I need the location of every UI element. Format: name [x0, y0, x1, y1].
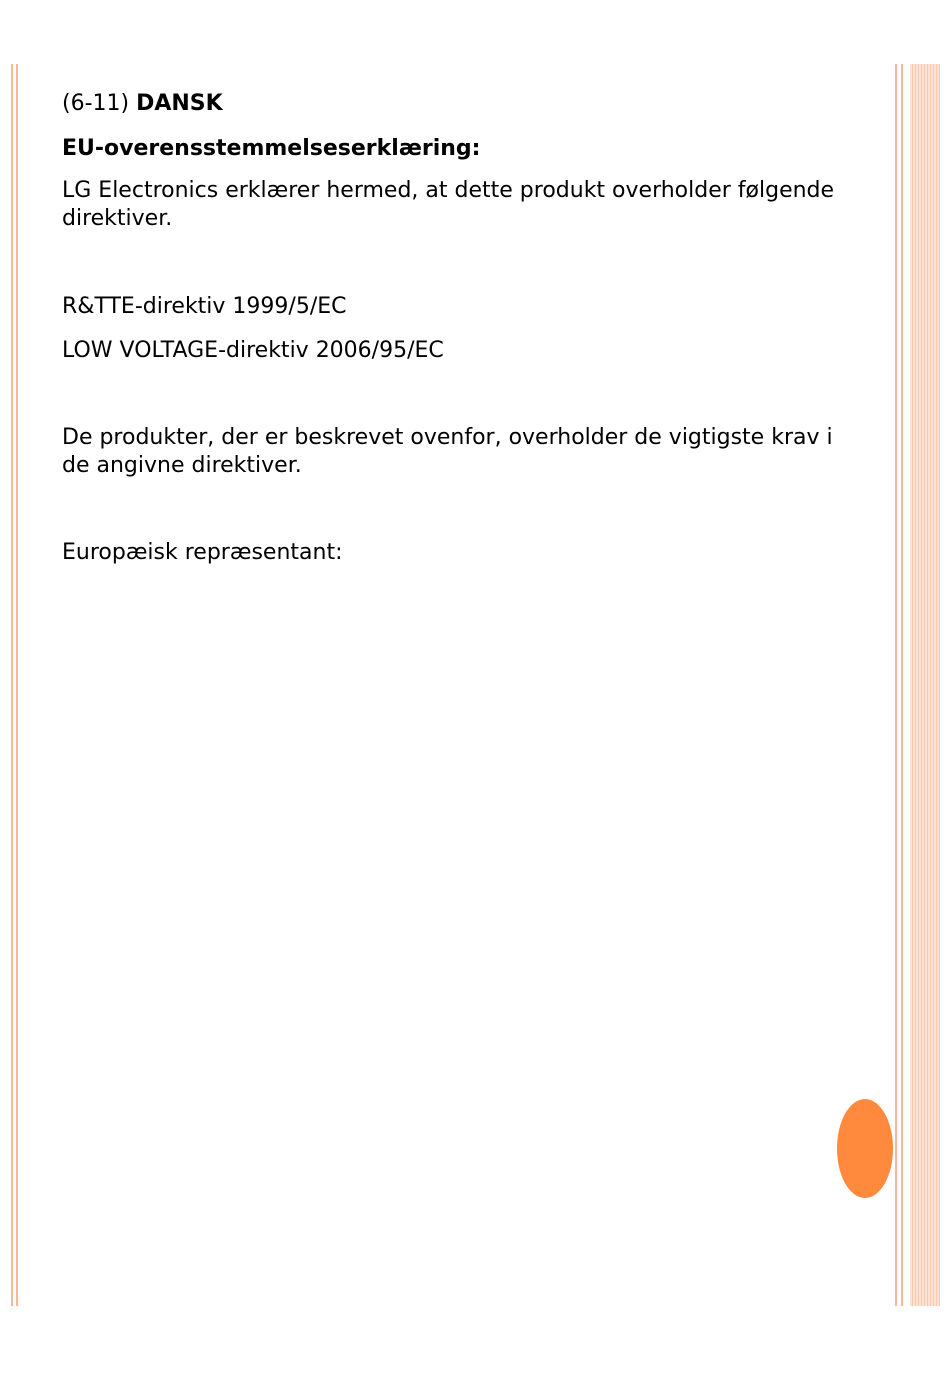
section-number: (6-11): [62, 91, 130, 116]
right-decorative-border: [895, 64, 940, 1306]
left-border-line: [11, 64, 13, 1306]
left-decorative-border: [11, 64, 19, 1306]
directive-item: LOW VOLTAGE-direktiv 2006/95/EC: [62, 338, 444, 363]
section-heading: [62, 90, 862, 120]
right-border-line: [901, 64, 903, 1306]
representative-label: Europæisk repræsentant:: [62, 540, 343, 565]
section-language: DANSK: [136, 91, 223, 116]
document-body: [62, 90, 862, 567]
directive-item: R&TTE-direktiv 1999/5/EC: [62, 294, 347, 319]
right-border-band: [910, 64, 940, 1306]
right-border-line: [895, 64, 897, 1306]
intro-paragraph: LG Electronics erklærer hermed, at dette produkt overholder følgende direktiver.: [62, 178, 835, 231]
left-border-line: [16, 64, 18, 1306]
compliance-paragraph: De produkter, der er beskrevet ovenfor, overholder de vigtigste krav i de angivne direktiver.: [62, 425, 833, 478]
declaration-title: EU-overensstemmelseserklæring:: [62, 136, 481, 161]
orange-oval-decoration: [837, 1099, 893, 1198]
